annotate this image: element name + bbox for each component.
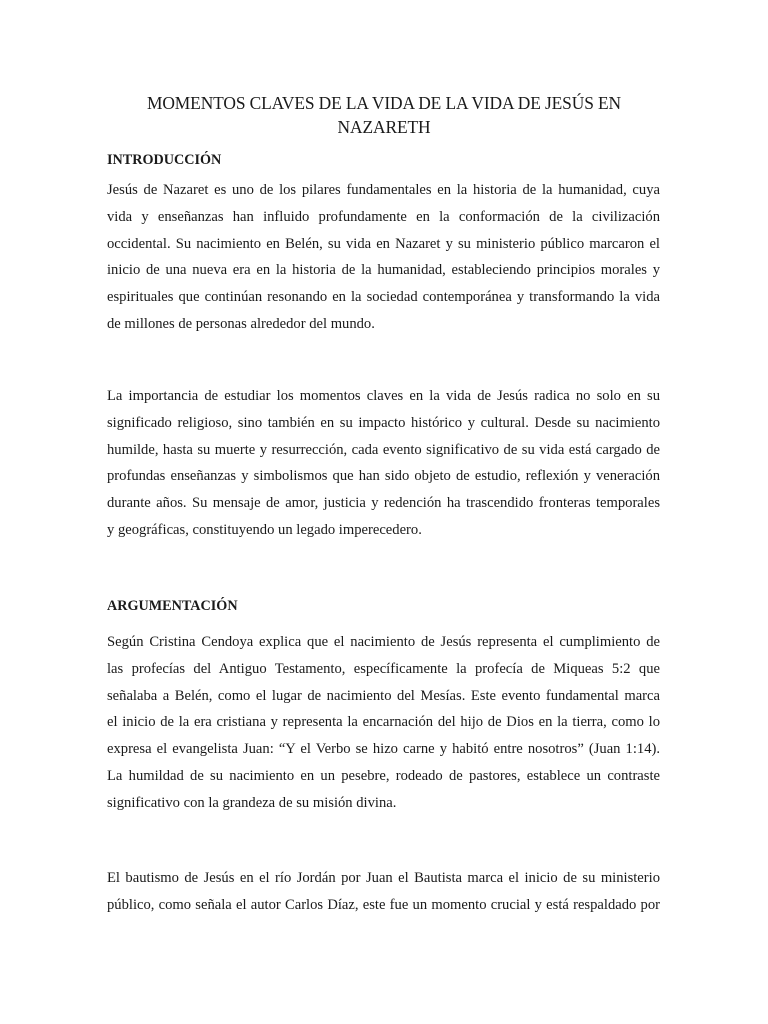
paragraph-line: profundas enseñanzas y simbolismos que han sido objeto de estudio, reflexión y veneración — [107, 468, 660, 485]
introduction-paragraph-1 — [107, 177, 660, 338]
paragraph-line: vida y enseñanzas han influido profundamente en la conformación de la civilización — [107, 208, 660, 225]
paragraph-line: durante años. Su mensaje de amor, justicia y redención ha trascendido fronteras temporales — [107, 495, 660, 512]
paragraph-line: y geográficas, constituyendo un legado imperecedero. — [107, 521, 422, 538]
paragraph-line: público, como señala el autor Carlos Díaz, este fue un momento crucial y está respaldado por — [107, 896, 660, 913]
paragraph-line: significativo con la grandeza de su misión divina. — [107, 794, 397, 811]
introduction-paragraph-2 — [107, 383, 660, 544]
introduction-heading: INTRODUCCIÓN — [107, 152, 222, 168]
paragraph-line: espirituales que continúan resonando en la sociedad contemporánea y transformando la vida — [107, 289, 660, 306]
paragraph-line: señalaba a Belén, como el lugar de nacimiento del Mesías. Este evento fundamental marca — [107, 687, 660, 704]
paragraph-line: Jesús de Nazaret es uno de los pilares fundamentales en la historia de la humanidad, cuya — [107, 182, 660, 198]
paragraph-line: significado religioso, sino también en su impacto histórico y cultural. Desde su nacimiento — [107, 414, 660, 431]
paragraph-line: de millones de personas alrededor del mundo. — [107, 315, 375, 332]
argumentation-paragraph-1 — [107, 629, 660, 817]
paragraph-line: La importancia de estudiar los momentos claves en la vida de Jesús radica no solo en su — [107, 388, 660, 404]
paragraph-line: expresa el evangelista Juan: “Y el Verbo se hizo carne y habitó entre nosotros” (Juan 1:14). — [107, 741, 660, 758]
title-line-1: MOMENTOS CLAVES DE LA VIDA DE LA VIDA DE JESÚS EN — [146, 93, 622, 113]
paragraph-line: las profecías del Antiguo Testamento, específicamente la profecía de Miqueas 5:2 que — [107, 660, 660, 677]
paragraph-line: occidental. Su nacimiento en Belén, su vida en Nazaret y su ministerio público marcaron el — [107, 235, 660, 252]
paragraph-line: inicio de una nueva era en la historia de la humanidad, estableciendo principios morales y — [107, 262, 660, 279]
argumentation-heading: ARGUMENTACIÓN — [107, 598, 238, 614]
paragraph-line: La humildad de su nacimiento en un pesebre, rodeado de pastores, establece un contraste — [107, 767, 660, 784]
paragraph-line: humilde, hasta su muerte y resurrección, cada evento significativo de su vida está cargado de — [107, 441, 660, 458]
title-line-2: NAZARETH — [337, 117, 431, 137]
paragraph-line: el inicio de la era cristiana y representa la encarnación del hijo de Dios en la tierra, como lo — [107, 714, 660, 731]
paragraph-line: Según Cristina Cendoya explica que el nacimiento de Jesús representa el cumplimiento de — [107, 634, 660, 650]
argumentation-paragraph-2 — [107, 865, 660, 919]
paragraph-line: El bautismo de Jesús en el río Jordán por Juan el Bautista marca el inicio de su ministerio — [107, 870, 660, 886]
document-title — [106, 91, 662, 139]
